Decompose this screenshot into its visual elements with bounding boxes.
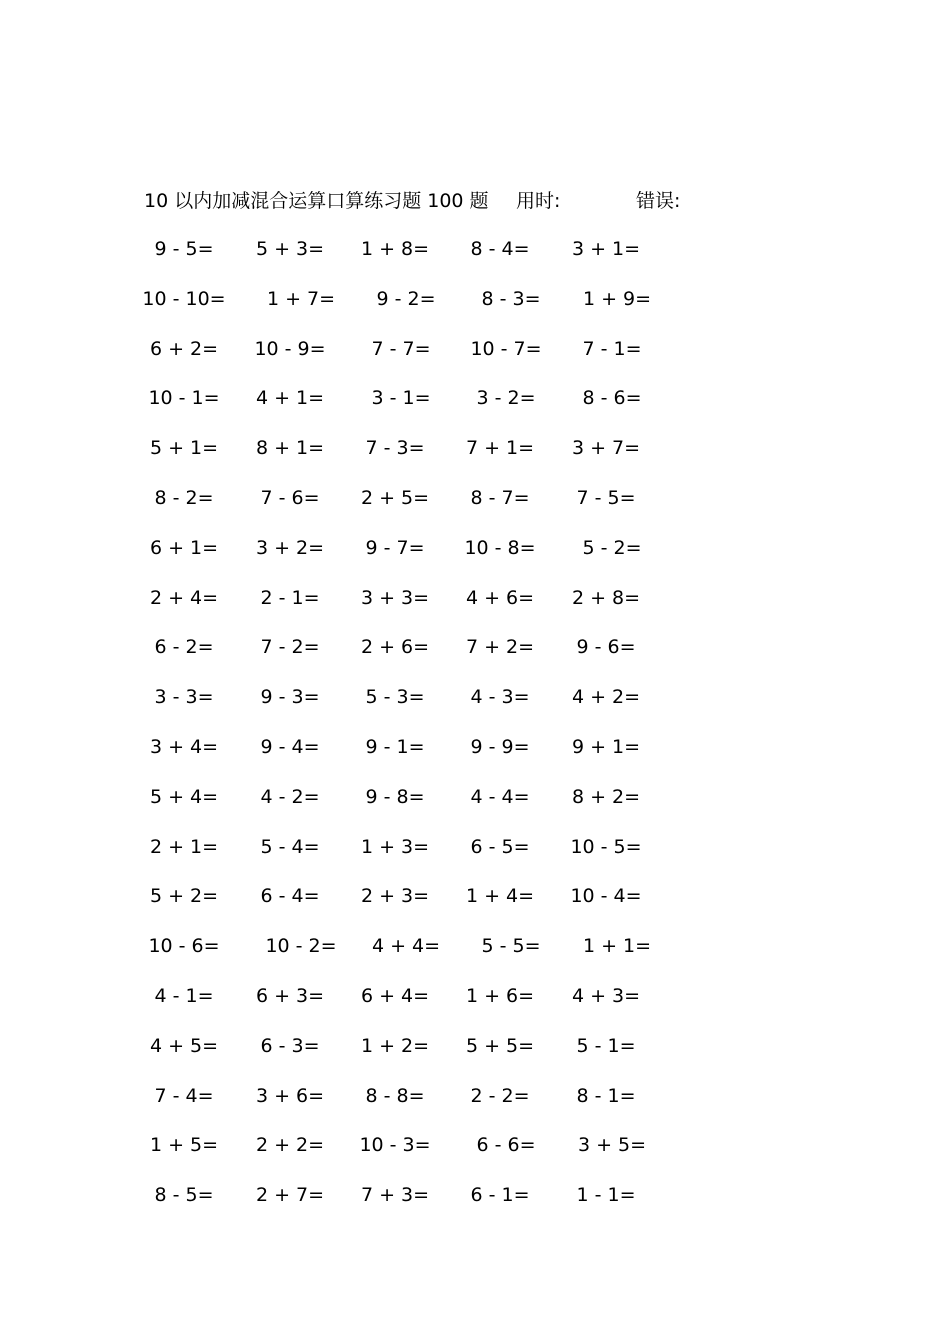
problem-item: 1 + 4= [465, 885, 535, 908]
problem-item: 5 - 5= [481, 935, 541, 958]
problem-item: 5 - 1= [576, 1034, 636, 1057]
problem-item: 3 + 6= [255, 1084, 325, 1107]
problem-item: 4 - 1= [154, 984, 214, 1007]
problem-item: 7 - 2= [260, 636, 320, 659]
problem-item: 9 + 1= [571, 735, 641, 758]
problem-item: 2 + 5= [360, 486, 430, 509]
problem-item: 6 + 3= [255, 984, 325, 1007]
problem-item: 8 - 3= [481, 287, 541, 310]
problem-item: 8 - 4= [470, 238, 530, 260]
problem-item: 7 + 3= [360, 1184, 430, 1207]
problem-item: 7 - 6= [260, 486, 320, 509]
problem-row [130, 1029, 690, 1079]
problem-item: 3 - 2= [476, 387, 536, 410]
error-count-label: 错误: [636, 190, 681, 212]
problem-grid [130, 232, 690, 1228]
problem-item: 8 - 1= [576, 1084, 636, 1107]
problem-item: 10 - 7= [470, 337, 542, 360]
problem-row [130, 232, 690, 282]
problem-row [130, 830, 690, 880]
problem-item: 8 - 7= [470, 486, 530, 509]
problem-row [130, 531, 690, 581]
problem-item: 6 - 2= [154, 636, 214, 659]
problem-row [130, 680, 690, 730]
problem-item: 4 + 6= [465, 586, 535, 609]
problem-item: 7 - 7= [371, 337, 431, 360]
problem-item: 3 - 3= [154, 686, 214, 709]
problem-item: 10 - 9= [254, 337, 326, 360]
problem-row [130, 630, 690, 680]
problem-item: 1 + 2= [360, 1034, 430, 1057]
problem-item: 6 - 6= [476, 1134, 536, 1157]
problem-item: 7 - 4= [154, 1084, 214, 1107]
problem-item: 2 + 1= [149, 835, 219, 858]
problem-item: 3 + 7= [571, 437, 641, 460]
problem-item: 2 + 2= [255, 1134, 325, 1157]
problem-item: 1 + 8= [360, 238, 430, 260]
problem-row [130, 381, 690, 431]
problem-item: 5 + 2= [149, 885, 219, 908]
problem-row [130, 1128, 690, 1178]
problem-item: 7 + 2= [465, 636, 535, 659]
problem-item: 2 + 3= [360, 885, 430, 908]
problem-item: 3 + 3= [360, 586, 430, 609]
problem-item: 9 - 3= [260, 686, 320, 709]
problem-item: 7 - 3= [365, 437, 425, 460]
problem-item: 1 + 6= [465, 984, 535, 1007]
problem-item: 6 + 4= [360, 984, 430, 1007]
problem-item: 8 - 2= [154, 486, 214, 509]
problem-item: 6 + 2= [149, 337, 219, 360]
problem-item: 2 + 8= [571, 586, 641, 609]
problem-item: 10 - 6= [148, 935, 220, 958]
problem-item: 3 + 5= [577, 1134, 647, 1157]
time-used-label: 用时: [516, 190, 561, 212]
problem-item: 4 + 4= [371, 935, 441, 958]
problem-item: 4 + 3= [571, 984, 641, 1007]
problem-item: 9 - 6= [576, 636, 636, 659]
problem-item: 5 + 3= [255, 238, 325, 260]
problem-item: 1 + 3= [360, 835, 430, 858]
problem-item: 4 + 1= [255, 387, 325, 410]
problem-item: 9 - 1= [365, 735, 425, 758]
problem-item: 1 - 1= [576, 1184, 636, 1207]
problem-item: 4 - 4= [470, 785, 530, 808]
problem-item: 4 - 3= [470, 686, 530, 709]
problem-item: 10 - 3= [359, 1134, 431, 1157]
problem-row [130, 879, 690, 929]
problem-item: 2 - 1= [260, 586, 320, 609]
problem-item: 6 - 1= [470, 1184, 530, 1207]
problem-item: 2 - 2= [470, 1084, 530, 1107]
problem-item: 2 + 7= [255, 1184, 325, 1207]
problem-row [130, 780, 690, 830]
problem-item: 10 - 1= [148, 387, 220, 410]
problem-row [130, 282, 690, 332]
problem-item: 10 - 10= [142, 287, 226, 310]
problem-item: 1 + 9= [582, 287, 652, 310]
problem-row [130, 581, 690, 631]
problem-row [130, 332, 690, 382]
problem-item: 4 - 2= [260, 785, 320, 808]
problem-item: 3 + 2= [255, 536, 325, 559]
problem-row [130, 730, 690, 780]
problem-item: 1 + 5= [149, 1134, 219, 1157]
problem-item: 9 - 2= [376, 287, 436, 310]
problem-item: 7 - 1= [582, 337, 642, 360]
problem-item: 5 + 5= [465, 1034, 535, 1057]
problem-item: 8 - 6= [582, 387, 642, 410]
problem-item: 7 + 1= [465, 437, 535, 460]
problem-item: 3 + 1= [571, 238, 641, 260]
problem-item: 9 - 9= [470, 735, 530, 758]
problem-item: 7 - 5= [576, 486, 636, 509]
problem-item: 6 - 3= [260, 1034, 320, 1057]
problem-item: 6 - 4= [260, 885, 320, 908]
problem-item: 10 - 2= [265, 935, 337, 958]
problem-item: 8 + 2= [571, 785, 641, 808]
problem-row [130, 431, 690, 481]
problem-item: 9 - 5= [154, 238, 214, 260]
problem-item: 1 + 7= [266, 287, 336, 310]
problem-item: 8 - 8= [365, 1084, 425, 1107]
problem-item: 8 + 1= [255, 437, 325, 460]
worksheet-title: 10 以内加减混合运算口算练习题 100 题 [144, 190, 489, 212]
problem-item: 10 - 4= [570, 885, 642, 908]
problem-row [130, 1079, 690, 1129]
problem-item: 3 + 4= [149, 735, 219, 758]
problem-item: 2 + 6= [360, 636, 430, 659]
problem-row [130, 1178, 690, 1228]
problem-item: 5 + 4= [149, 785, 219, 808]
problem-item: 9 - 7= [365, 536, 425, 559]
problem-item: 5 - 2= [582, 536, 642, 559]
problem-item: 4 + 2= [571, 686, 641, 709]
problem-item: 4 + 5= [149, 1034, 219, 1057]
problem-item: 5 - 4= [260, 835, 320, 858]
problem-item: 10 - 5= [570, 835, 642, 858]
worksheet-header [144, 186, 744, 216]
problem-item: 1 + 1= [582, 935, 652, 958]
problem-item: 6 + 1= [149, 536, 219, 559]
problem-item: 10 - 8= [464, 536, 536, 559]
problem-item: 8 - 5= [154, 1184, 214, 1207]
problem-item: 5 + 1= [149, 437, 219, 460]
problem-row [130, 979, 690, 1029]
problem-item: 6 - 5= [470, 835, 530, 858]
problem-row [130, 481, 690, 531]
problem-item: 3 - 1= [371, 387, 431, 410]
problem-row [130, 929, 690, 979]
problem-item: 9 - 4= [260, 735, 320, 758]
problem-item: 5 - 3= [365, 686, 425, 709]
problem-item: 2 + 4= [149, 586, 219, 609]
problem-item: 9 - 8= [365, 785, 425, 808]
